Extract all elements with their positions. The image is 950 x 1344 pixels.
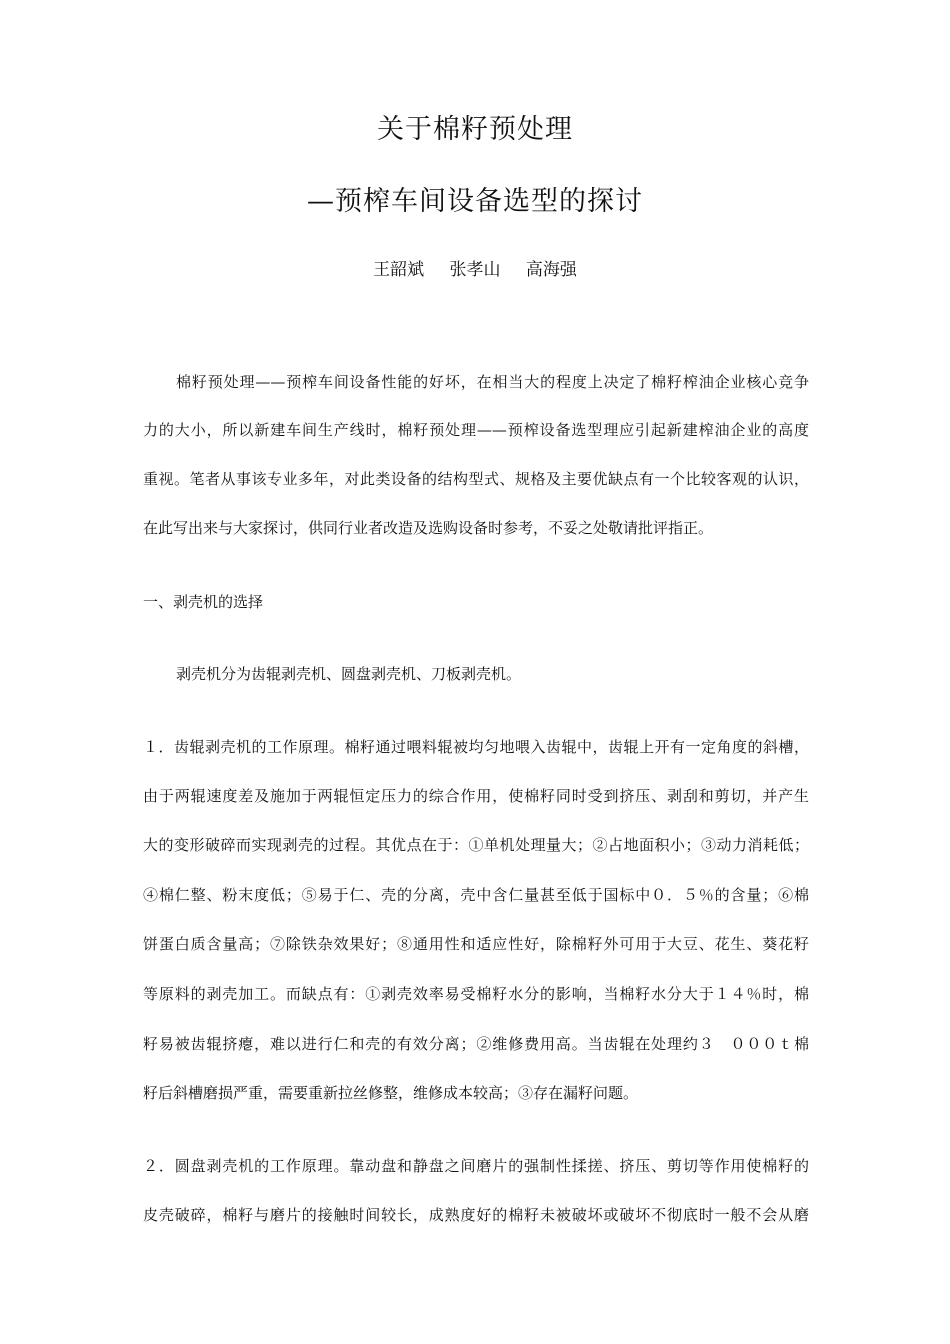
item-paragraph-line: 籽后斜槽磨损严重，需要重新拉丝修整，维修成本较高；③存在漏籽问题。 xyxy=(143,1084,639,1102)
author-list xyxy=(0,258,950,282)
item-paragraph-line: ④棉仁整、粉末度低；⑤易于仁、壳的分离，壳中含仁量甚至低于国标中０．５％的含量；⑥棉 xyxy=(143,886,809,904)
section-heading: 一、剥壳机的选择 xyxy=(143,593,264,611)
intro-paragraph-line: 棉籽预处理——预榨车间设备性能的好坏，在相当大的程度上决定了棉籽榨油企业核心竞争 xyxy=(176,373,809,391)
author-name: 高海强 xyxy=(525,260,577,280)
author-name: 王韶斌 xyxy=(373,260,425,280)
item-paragraph-line: 籽易被齿辊挤瘪，难以进行仁和壳的有效分离；②维修费用高。当齿辊在处理约３ ０００ｔ棉 xyxy=(143,1035,809,1053)
item-paragraph-line: １．齿辊剥壳机的工作原理。棉籽通过喂料辊被均匀地喂入齿辊中，齿辊上开有一定角度的斜槽， xyxy=(143,738,809,756)
item-paragraph-line: 等原料的剥壳加工。而缺点有：①剥壳效率易受棉籽水分的影响，当棉籽水分大于１４％时，棉 xyxy=(143,985,809,1003)
item-paragraph-line: 饼蛋白质含量高；⑦除铁杂效果好；⑧通用性和适应性好，除棉籽外可用于大豆、花生、葵花籽 xyxy=(143,935,809,953)
intro-paragraph-line: 重视。笔者从事该专业多年，对此类设备的结构型式、规格及主要优缺点有一个比较客观的认识， xyxy=(143,470,809,488)
item-paragraph-line: 由于两辊速度差及施加于两辊恒定压力的综合作用，使棉籽同时受到挤压、剥刮和剪切，并产生 xyxy=(143,787,809,805)
author-name: 张孝山 xyxy=(449,260,501,280)
document-title: 关于棉籽预处理 xyxy=(377,114,573,145)
intro-paragraph-line: 力的大小，所以新建车间生产线时，棉籽预处理——预榨设备选型理应引起新建榨油企业的高度 xyxy=(143,421,809,439)
item-paragraph-line: 皮壳破碎，棉籽与磨片的接触时间较长，成熟度好的棉籽未被破坏或破坏不彻底时一般不会从磨 xyxy=(143,1206,809,1224)
section-intro-line: 剥壳机分为齿辊剥壳机、圆盘剥壳机、刀板剥壳机。 xyxy=(176,665,522,683)
document-subtitle: —预榨车间设备选型的探讨 xyxy=(307,186,643,217)
intro-paragraph-line: 在此写出来与大家探讨，供同行业者改造及选购设备时参考，不妥之处敬请批评指正。 xyxy=(143,519,714,537)
item-paragraph-line: 大的变形破碎而实现剥壳的过程。其优点在于：①单机处理量大；②占地面积小；③动力消耗低； xyxy=(143,836,809,854)
item-paragraph-line: ２．圆盘剥壳机的工作原理。靠动盘和静盘之间磨片的强制性揉搓、挤压、剪切等作用使棉籽的 xyxy=(143,1157,809,1175)
